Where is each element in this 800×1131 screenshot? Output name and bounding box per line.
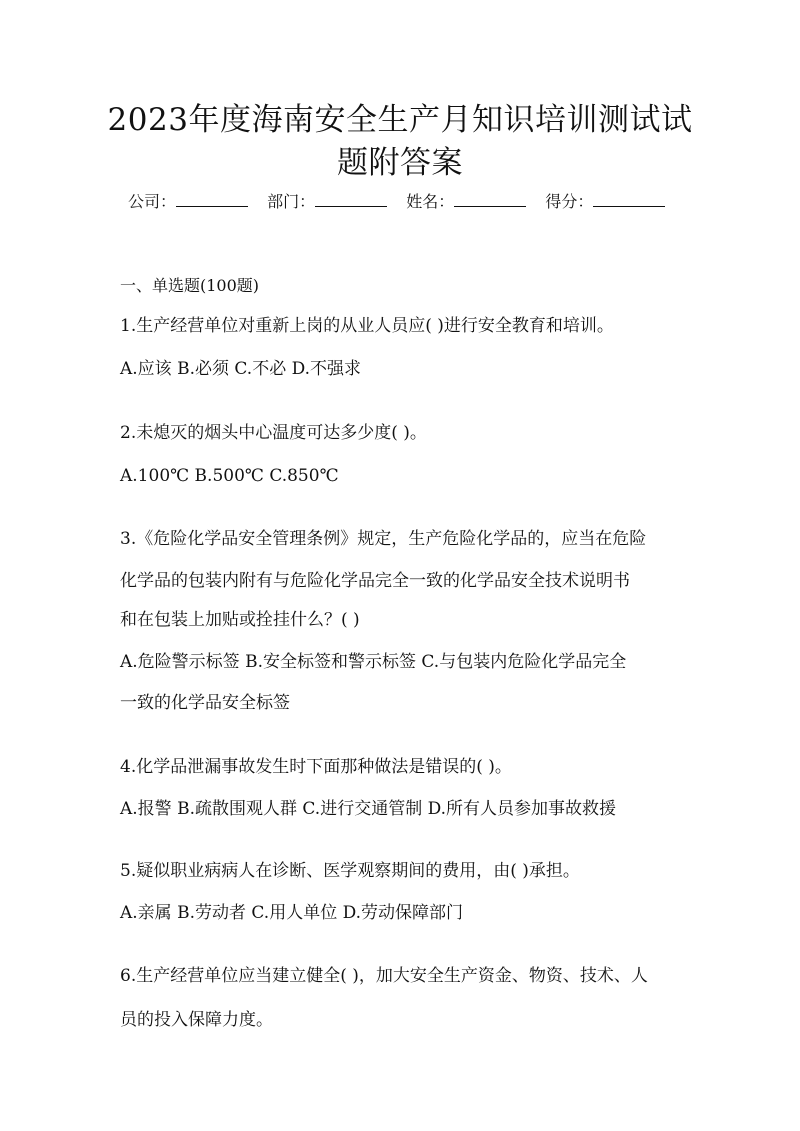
company-field [128,191,248,213]
question-3-text-line-2: 化学品的包装内附有与危险化学品完全一致的化学品安全技术说明书 [120,571,630,591]
doc-title-line-1: 2023年度海南安全生产月知识培训测试试 [107,102,693,138]
doc-title-line-2: 题附答案 [337,145,463,181]
question-4-text: 4.化学品泄漏事故发生时下面那种做法是错误的( )。 [120,757,512,777]
question-3-options-line-2: 一致的化学品安全标签 [120,693,290,713]
question-4-options: A.报警 B.疏散围观人群 C.进行交通管制 D.所有人员参加事故救援 [120,799,617,819]
question-1-options: A.应该 B.必须 C.不必 D.不强求 [120,359,362,379]
question-6-text-line-2: 员的投入保障力度。 [120,1010,273,1030]
question-5-options: A.亲属 B.劳动者 C.用人单位 D.劳动保障部门 [120,903,464,923]
header-fields [128,191,688,213]
question-5-text: 5.疑似职业病病人在诊断、医学观察期间的费用，由( )承担。 [120,861,580,881]
name-blank [454,192,526,207]
question-3-text-line-3: 和在包装上加贴或拴挂什么？( ) [120,610,360,630]
score-label: 得分： [545,192,594,211]
name-label: 姓名： [406,192,455,211]
department-field [267,191,387,213]
question-6-text-line-1: 6.生产经营单位应当建立健全( )，加大安全生产资金、物资、技术、人 [120,966,648,986]
question-3-text-line-1: 3.《危险化学品安全管理条例》规定，生产危险化学品的，应当在危险 [120,529,647,549]
department-blank [315,192,387,207]
department-label: 部门： [267,192,316,211]
company-blank [176,192,248,207]
question-1-text: 1.生产经营单位对重新上岗的从业人员应( )进行安全教育和培训。 [120,316,614,336]
score-blank [593,192,665,207]
score-field [545,191,665,213]
company-label: 公司： [128,192,177,211]
name-field [406,191,526,213]
section-heading: 一、单选题(100题) [120,276,260,295]
question-3-options-line-1: A.危险警示标签 B.安全标签和警示标签 C.与包装内危险化学品完全 [120,652,627,672]
question-2-options: A.100℃ B.500℃ C.850℃ [120,466,339,486]
question-2-text: 2.未熄灭的烟头中心温度可达多少度( )。 [120,423,427,443]
